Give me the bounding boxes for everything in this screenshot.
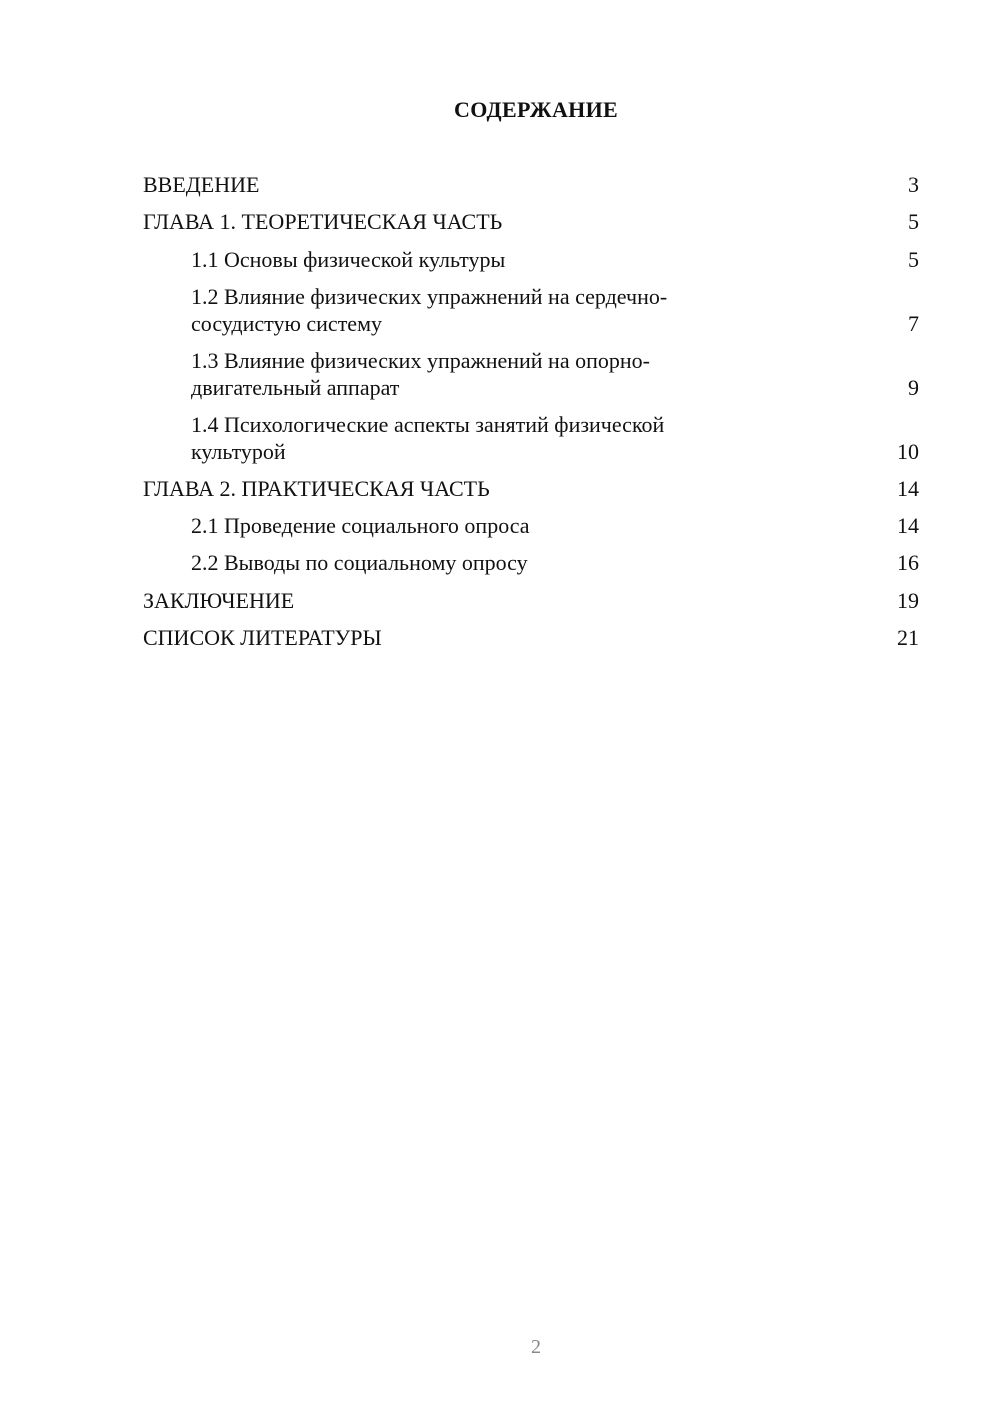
toc-entry-text: 1.4 Психологические аспекты занятий физической культурой: [191, 412, 665, 464]
toc-entry-section-1-4[interactable]: [191, 411, 919, 465]
toc-entry-page: 19: [897, 588, 919, 613]
toc-entry-text: 1.1 Основы физической культуры: [191, 247, 506, 272]
toc-entry-text: 2.2 Выводы по социальному опросу: [191, 550, 528, 575]
toc-entry-references[interactable]: [143, 624, 919, 651]
toc-entry-chapter-1[interactable]: [143, 208, 919, 235]
toc-entry-text: ЗАКЛЮЧЕНИЕ: [143, 588, 295, 613]
toc-entry-page: 14: [897, 476, 919, 501]
toc-entry-page: 14: [897, 513, 919, 538]
toc-entry-page: 21: [897, 625, 919, 650]
page-number: 2: [531, 1336, 541, 1358]
toc-entry-page: 9: [908, 375, 919, 400]
toc-entry-section-2-2[interactable]: [191, 549, 919, 576]
toc-entry-text: ГЛАВА 1. ТЕОРЕТИЧЕСКАЯ ЧАСТЬ: [143, 209, 503, 234]
toc-entry-section-2-1[interactable]: [191, 512, 919, 539]
toc-entry-conclusion[interactable]: [143, 587, 919, 614]
toc-entry-section-1-3[interactable]: [191, 347, 919, 401]
toc-entry-text: ВВЕДЕНИЕ: [143, 172, 260, 197]
page-title: СОДЕРЖАНИЕ: [454, 97, 618, 122]
toc-entry-page: 10: [897, 439, 919, 464]
toc-entry-text: 1.2 Влияние физических упражнений на сердечно-сосудистую систему: [191, 284, 668, 336]
toc-entry-page: 5: [908, 247, 919, 272]
toc-entry-text: ГЛАВА 2. ПРАКТИЧЕСКАЯ ЧАСТЬ: [143, 476, 490, 501]
toc-entry-page: 3: [908, 172, 919, 197]
toc-entry-section-1-2[interactable]: [191, 283, 919, 337]
toc-entry-introduction[interactable]: [143, 171, 919, 198]
toc-entry-page: 7: [908, 311, 919, 336]
toc-entry-text: 2.1 Проведение социального опроса: [191, 513, 530, 538]
toc-entry-page: 16: [897, 550, 919, 575]
toc-entry-section-1-1[interactable]: [191, 246, 919, 273]
toc-entry-text: СПИСОК ЛИТЕРАТУРЫ: [143, 625, 382, 650]
toc-entry-text: 1.3 Влияние физических упражнений на опорно-двигательный аппарат: [191, 348, 650, 400]
toc-entry-chapter-2[interactable]: [143, 475, 919, 502]
toc-entry-page: 5: [908, 209, 919, 234]
